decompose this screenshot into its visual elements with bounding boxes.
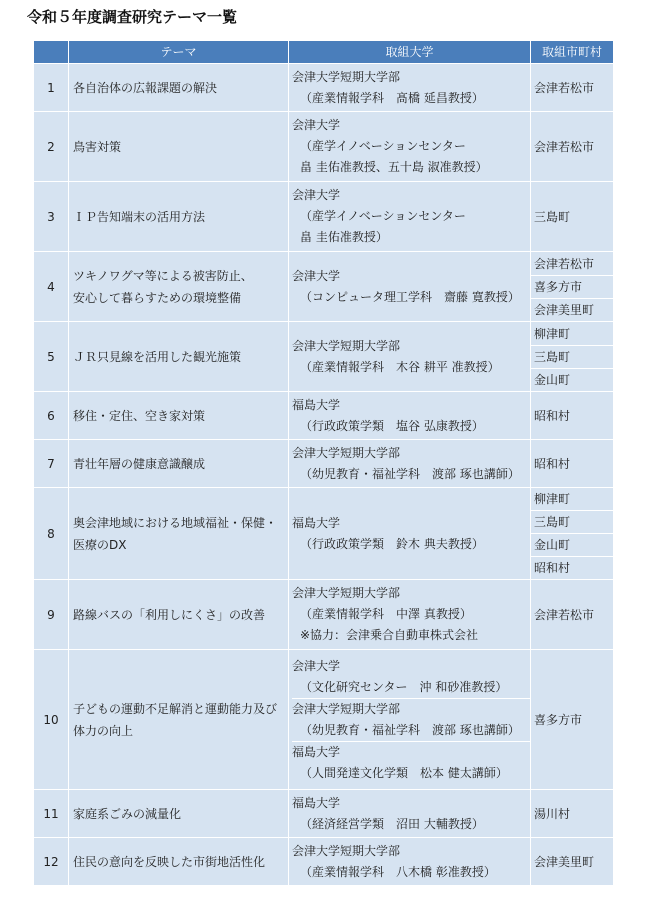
university-name: 会津大学 <box>292 268 341 283</box>
municipality-cell <box>531 322 614 392</box>
university-group <box>292 699 530 742</box>
university-name: 福島大学 <box>292 397 341 412</box>
theme-text: 子どもの運動不足解消と運動能力及び <box>73 701 278 716</box>
table-row <box>34 650 614 790</box>
theme-text: ツキノワグマ等による被害防止、 <box>73 268 253 283</box>
university-detail: （人間発達文化学類 松本 健太講師） <box>300 765 508 780</box>
row-number: 9 <box>34 580 69 650</box>
theme-cell <box>69 838 289 886</box>
table-row <box>34 392 614 440</box>
theme-text: 安心して暮らすための環境整備 <box>73 290 242 305</box>
row-number: 7 <box>34 440 69 488</box>
theme-cell <box>69 252 289 322</box>
table-row <box>34 64 614 112</box>
university-group <box>292 115 530 178</box>
municipality-name: 会津若松市 <box>531 253 613 276</box>
municipality-cell: 喜多方市 <box>531 650 614 790</box>
row-number: 3 <box>34 182 69 252</box>
theme-cell <box>69 322 289 392</box>
municipality-cell: 会津若松市 <box>531 580 614 650</box>
university-cell <box>289 182 531 252</box>
university-name: 会津大学 <box>292 118 341 132</box>
university-name: 会津大学短期大学部 <box>292 701 401 716</box>
theme-cell <box>69 650 289 790</box>
university-cell <box>289 112 531 182</box>
row-number: 1 <box>34 64 69 112</box>
university-cell <box>289 64 531 112</box>
row-number: 5 <box>34 322 69 392</box>
university-name: 福島大学 <box>292 744 341 759</box>
theme-text: 移住・定住、空き家対策 <box>73 408 206 423</box>
university-detail: （産業情報学科 木谷 耕平 准教授） <box>300 359 500 374</box>
municipality-cell: 会津美里町 <box>531 838 614 886</box>
university-detail: ※協力：会津乗合自動車株式会社 <box>300 628 479 642</box>
university-name: 福島大学 <box>292 515 341 530</box>
university-detail: （産業情報学科 八木橋 彰准教授） <box>300 864 496 879</box>
theme-cell <box>69 488 289 580</box>
university-group <box>292 336 530 378</box>
header-municipality: 取組市町村 <box>531 41 614 64</box>
theme-cell <box>69 440 289 488</box>
university-cell <box>289 488 531 580</box>
municipality-name: 昭和村 <box>534 561 571 575</box>
municipality-cell: 湯川村 <box>531 790 614 838</box>
municipality-name: 柳津町 <box>531 323 613 346</box>
university-group <box>292 395 530 437</box>
theme-text: 住民の意向を反映した市街地活性化 <box>73 854 266 869</box>
university-detail: （産業情報学科 髙橋 延昌教授） <box>300 90 484 105</box>
table-row <box>34 252 614 322</box>
theme-text: 家庭系ごみの減量化 <box>73 806 182 821</box>
municipality-name: 柳津町 <box>531 488 613 511</box>
municipality-cell <box>531 488 614 580</box>
table-row <box>34 322 614 392</box>
university-name: 会津大学短期大学部 <box>292 586 401 600</box>
municipality-name: 喜多方市 <box>531 276 613 299</box>
table-body <box>34 64 614 886</box>
row-number: 11 <box>34 790 69 838</box>
row-number: 2 <box>34 112 69 182</box>
university-group <box>292 67 530 109</box>
municipality-name: 三島町 <box>531 346 613 369</box>
university-detail: （コンピュータ理工学科 齋藤 寛教授） <box>300 289 520 304</box>
table-row <box>34 580 614 650</box>
theme-cell <box>69 392 289 440</box>
university-name: 会津大学短期大学部 <box>292 843 401 858</box>
table-header-row <box>34 41 614 64</box>
municipality-cell: 三島町 <box>531 182 614 252</box>
theme-text: 体力の向上 <box>73 723 134 738</box>
university-group <box>292 266 530 308</box>
theme-cell <box>69 182 289 252</box>
municipality-cell: 昭和村 <box>531 440 614 488</box>
theme-text: 路線バスの「利用しにくさ」の改善 <box>73 607 266 622</box>
header-university: 取組大学 <box>289 41 531 64</box>
theme-text: 鳥害対策 <box>73 139 122 154</box>
table-row <box>34 838 614 886</box>
municipality-cell: 会津若松市 <box>531 64 614 112</box>
university-detail: （行政政策学類 鈴木 典夫教授） <box>300 536 484 551</box>
header-theme: テーマ <box>69 41 289 64</box>
table-row <box>34 182 614 252</box>
table-row <box>34 488 614 580</box>
table-row <box>34 790 614 838</box>
municipality-cell: 昭和村 <box>531 392 614 440</box>
row-number: 8 <box>34 488 69 580</box>
university-detail: 畠 圭佑准教授、五十島 淑准教授） <box>300 160 488 174</box>
university-group <box>292 841 530 883</box>
municipality-cell <box>531 252 614 322</box>
theme-text: ＩＰ告知端末の活用方法 <box>73 209 206 224</box>
municipality-name: 三島町 <box>531 511 613 534</box>
university-name: 会津大学 <box>292 658 341 673</box>
theme-text: 奥会津地域における地域福祉・保健・ <box>73 515 278 530</box>
page-title: 令和５年度調査研究テーマ一覧 <box>27 8 238 26</box>
municipality-name: 会津美里町 <box>534 302 595 317</box>
university-cell <box>289 322 531 392</box>
university-cell <box>289 440 531 488</box>
university-detail: 畠 圭佑准教授） <box>300 230 388 244</box>
theme-text: 各自治体の広報課題の解決 <box>73 80 218 95</box>
university-cell <box>289 392 531 440</box>
university-name: 会津大学短期大学部 <box>292 69 401 84</box>
row-number: 4 <box>34 252 69 322</box>
university-detail: （幼児教育・福祉学科 渡部 琢也講師） <box>300 722 520 737</box>
header-no <box>34 41 69 64</box>
university-cell <box>289 252 531 322</box>
university-detail: （産学イノベーションセンター <box>300 209 466 223</box>
university-detail: （文化研究センター 沖 和砂准教授） <box>300 679 508 694</box>
university-cell <box>289 650 531 790</box>
university-group <box>292 793 530 835</box>
row-number: 12 <box>34 838 69 886</box>
university-group <box>292 656 530 699</box>
university-group <box>292 443 530 485</box>
university-cell <box>289 790 531 838</box>
theme-text: 青壮年層の健康意識醸成 <box>73 456 206 471</box>
university-cell <box>289 838 531 886</box>
row-number: 10 <box>34 650 69 790</box>
theme-text: 医療のDX <box>73 537 127 552</box>
table-row <box>34 440 614 488</box>
university-cell <box>289 580 531 650</box>
university-name: 会津大学短期大学部 <box>292 445 401 460</box>
university-name: 会津大学短期大学部 <box>292 338 401 353</box>
theme-cell <box>69 112 289 182</box>
theme-cell <box>69 64 289 112</box>
research-theme-table <box>33 40 614 886</box>
table-row <box>34 112 614 182</box>
municipality-name: 金山町 <box>531 534 613 557</box>
university-detail: （幼児教育・福祉学科 渡部 琢也講師） <box>300 466 520 481</box>
university-group <box>292 583 530 646</box>
university-group <box>292 513 530 555</box>
municipality-name: 金山町 <box>534 372 571 387</box>
theme-cell <box>69 580 289 650</box>
row-number: 6 <box>34 392 69 440</box>
university-group <box>292 742 530 784</box>
university-detail: （経済経営学類 沼田 大輔教授） <box>300 816 484 831</box>
university-detail: （産業情報学科 中澤 真教授） <box>300 607 472 621</box>
university-name: 福島大学 <box>292 795 341 810</box>
theme-text: ＪＲ只見線を活用した観光施策 <box>73 349 242 364</box>
university-name: 会津大学 <box>292 188 341 202</box>
university-detail: （産学イノベーションセンター <box>300 139 466 153</box>
university-detail: （行政政策学類 塩谷 弘康教授） <box>300 418 484 433</box>
theme-cell <box>69 790 289 838</box>
university-group <box>292 185 530 248</box>
municipality-cell: 会津若松市 <box>531 112 614 182</box>
